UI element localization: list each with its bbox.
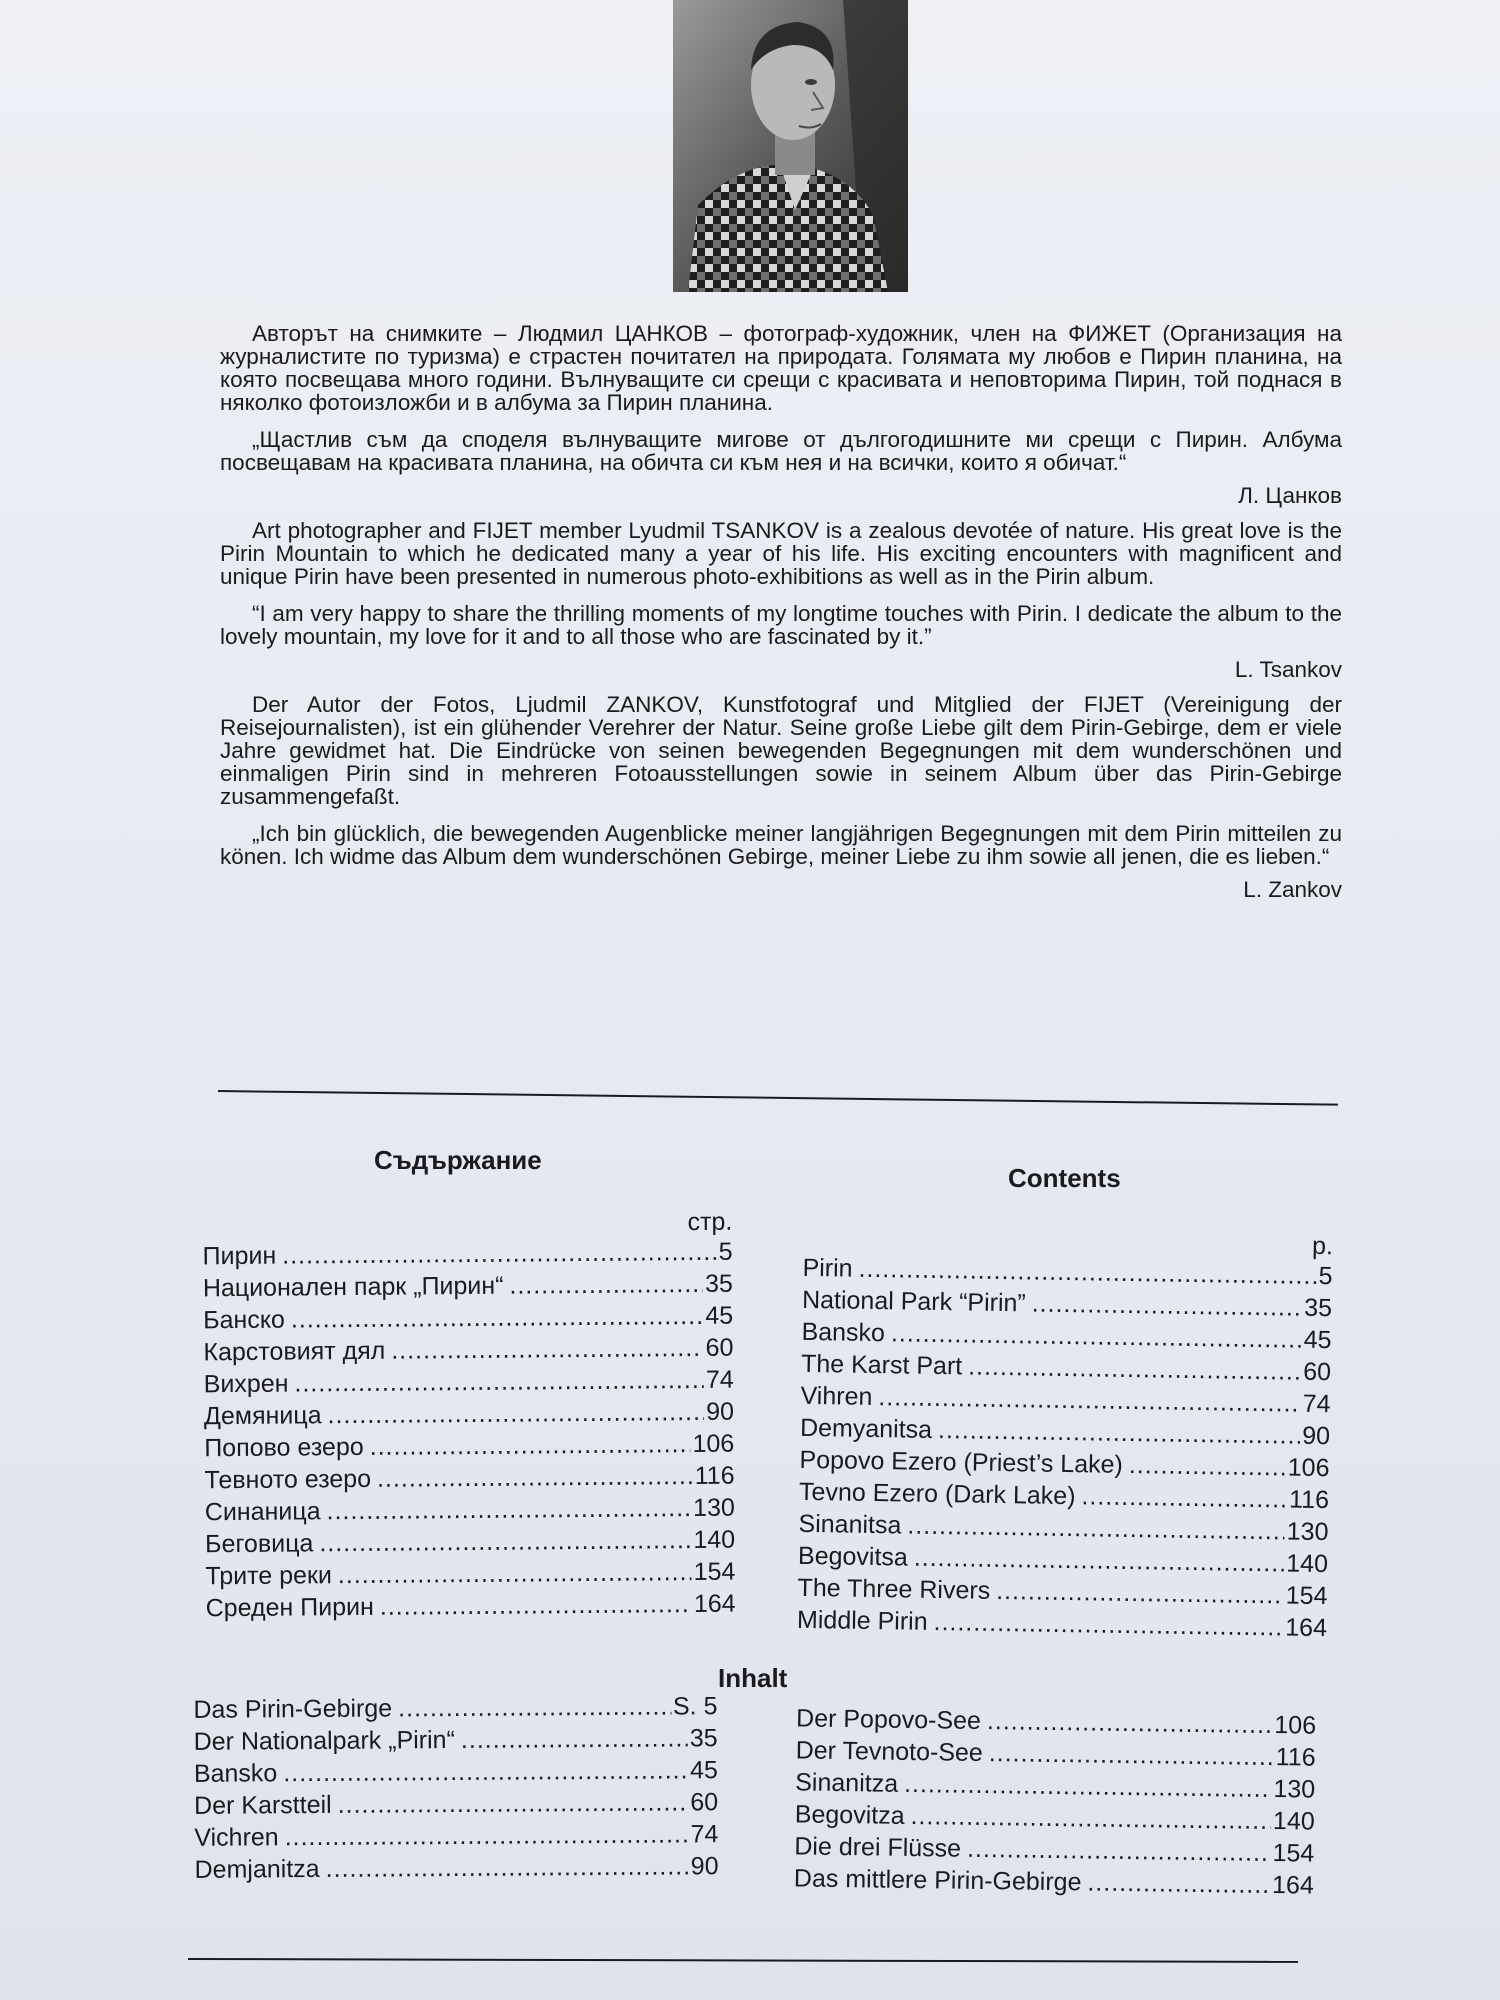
toc-de-label: Sinanitza <box>795 1768 899 1798</box>
toc-bg-leader-dots <box>282 1236 717 1272</box>
toc-bg-row <box>204 1428 734 1465</box>
toc-bg-leader-dots <box>326 1492 691 1527</box>
toc-de-leader-dots <box>461 1722 688 1756</box>
toc-en-leader-dots <box>1031 1287 1302 1323</box>
toc-bg-label: Синаница <box>204 1497 321 1527</box>
toc-en-leader-dots <box>996 1575 1284 1612</box>
toc-bg-page-number: 154 <box>693 1557 736 1587</box>
toc-bg-page-number: 60 <box>705 1333 734 1362</box>
portrait-photo <box>673 0 908 292</box>
toc-en-page-number: 164 <box>1285 1613 1328 1643</box>
toc-de-row <box>194 1850 718 1886</box>
toc-bg-label: Среден Пирин <box>205 1592 374 1623</box>
bio-bg-signature: Л. Цанков <box>1238 483 1342 508</box>
toc-en-label: Tevno Ezero (Dark Lake) <box>798 1477 1076 1511</box>
toc-bg-label: Тевното езеро <box>204 1464 372 1495</box>
toc-de-leader-dots <box>283 1754 688 1789</box>
toc-en-title: Contents <box>1008 1163 1121 1193</box>
divider-bottom <box>188 1958 1298 1963</box>
toc-de-leader-dots <box>285 1818 689 1853</box>
toc-de-page-number: S. 5 <box>672 1692 718 1721</box>
toc-en-label: The Karst Part <box>800 1349 963 1381</box>
toc-en-page-number: 140 <box>1286 1549 1329 1579</box>
toc-bg-label: Карстовият дял <box>203 1336 386 1367</box>
toc-de-label: Der Tevnoto-See <box>795 1736 984 1767</box>
toc-bg-leader-dots <box>294 1364 704 1400</box>
bio-en-paragraph: Art photographer and FIJET member Lyudmil TSANKOV is a zealous devotée of nature. His great love is the Pirin Mountain to which he dedicated many a year of his life. His exciting encounters with magnificent and unique Pirin have been presented in numerous photo-exhibitions as well as in the Pirin album. <box>220 518 1342 589</box>
bio-en-signature: L. Tsankov <box>1234 657 1342 682</box>
toc-de-leader-dots <box>910 1800 1271 1837</box>
toc-de-leader-dots <box>1087 1866 1270 1901</box>
toc-bg-label: Вихрен <box>203 1369 289 1399</box>
toc-de-right-list <box>794 1702 1317 1901</box>
toc-bg-label: Трите реки <box>205 1561 332 1591</box>
toc-en-page-number: 116 <box>1288 1485 1330 1515</box>
toc-bg-page-number: 35 <box>704 1269 733 1298</box>
toc-de-page-number: 154 <box>1272 1839 1315 1868</box>
toc-de-right <box>794 1702 1317 1901</box>
toc-de-row <box>194 1818 718 1854</box>
toc-de-label: Das Pirin-Gebirge <box>193 1694 393 1724</box>
toc-en-page-number: 130 <box>1286 1517 1329 1547</box>
toc-de-leader-dots <box>989 1737 1274 1773</box>
bio-de-paragraph: Der Autor der Fotos, Ljudmil ZANKOV, Kunstfotograf und Mitglied der FIJET (Vereinigung der Reisejournalisten), ist ein glühender Verehrer der Natur. Seine große Liebe gilt dem Pirin-Gebirge, dem er viele Jahre gewidmet hat. Die Eindrücke von seinen bewegenden Begegnungen mit dem wunderschönen und einmaligen Pirin sind in mehreren Fotoausstellungen sowie in seinem Album über das Pirin-Gebirge zusammengefaßt. <box>220 692 1342 809</box>
toc-de-label: Vichren <box>194 1823 279 1852</box>
toc-bg-page-number: 74 <box>705 1365 734 1394</box>
toc-bg-row <box>203 1332 733 1369</box>
toc-bg-page-number: 164 <box>693 1589 736 1619</box>
toc-de-left <box>193 1690 718 1886</box>
bio-de-quote: „Ich bin glücklich, die bewegenden Augenblicke meiner langjährigen Begegnungen mit dem Pirin mitteilen zu könen. Ich widme das Album dem wunderschönen Gebirge, meiner Liebe zu ihm sowie all jenen, die es lieben.“ <box>220 821 1342 869</box>
toc-de-page-number: 116 <box>1275 1743 1316 1772</box>
toc-en-page-number: 5 <box>1318 1261 1333 1291</box>
toc-en-label: Begovitsa <box>797 1541 909 1572</box>
toc-bg-list <box>202 1236 735 1625</box>
toc-en-page-number: 35 <box>1303 1293 1333 1323</box>
toc-bg-row <box>205 1556 735 1593</box>
bio-de-signature: L. Zankov <box>1243 877 1342 902</box>
toc-de-row <box>193 1690 717 1726</box>
author-portrait <box>673 0 908 292</box>
toc-en-label: The Three Rivers <box>797 1573 991 1605</box>
toc-en-page-number: 154 <box>1285 1581 1328 1611</box>
toc-en <box>797 1224 1333 1644</box>
toc-bg-page-number: 106 <box>692 1429 735 1459</box>
toc-bg-page-number: 116 <box>694 1461 735 1491</box>
toc-bg-label: Пирин <box>202 1241 277 1271</box>
toc-en-label: Vihren <box>800 1381 873 1411</box>
toc-en-page-number: 106 <box>1287 1453 1330 1483</box>
toc-de-page-number: 60 <box>690 1788 719 1817</box>
toc-en-leader-dots <box>1081 1480 1287 1515</box>
toc-en-leader-dots <box>933 1606 1283 1643</box>
toc-bg-row <box>202 1236 732 1273</box>
toc-de-leader-dots <box>967 1833 1271 1869</box>
bio-bg-quote: „Щастлив съм да споделя вълнуващите мигове от дългогодишните ми срещи с Пирин. Албума посвещавам на красивата планина, на обичта си към нея и на всички, които я обичат.“ <box>220 427 1342 475</box>
toc-bg-row <box>204 1460 734 1497</box>
toc-de-label: Die drei Flüsse <box>794 1832 962 1863</box>
toc-de-leader-dots <box>326 1850 689 1885</box>
toc-bg-title: Съдържание <box>374 1145 542 1175</box>
toc-bg-label: Демяница <box>203 1401 322 1431</box>
toc-de-label: Demjanitza <box>194 1854 320 1884</box>
toc-de-page-number: 74 <box>690 1820 719 1849</box>
toc-bg-page-number: 45 <box>705 1301 734 1330</box>
toc-de-page-number: 140 <box>1272 1807 1315 1836</box>
toc-de-page-number: 106 <box>1274 1711 1317 1740</box>
toc-de-row <box>194 1786 718 1822</box>
toc-en-label: Popovo Ezero (Priest’s Lake) <box>799 1445 1124 1479</box>
toc-bg-row <box>205 1492 735 1529</box>
toc-bg-page-header: стр. <box>687 1207 733 1237</box>
author-biography <box>220 322 1342 913</box>
toc-de-page-number: 35 <box>689 1724 718 1753</box>
toc-de-left-list <box>193 1690 718 1886</box>
toc-de-leader-dots <box>398 1690 671 1724</box>
toc-de-page-number: 130 <box>1273 1775 1316 1804</box>
toc-de-leader-dots <box>338 1786 689 1820</box>
toc-bg-page-number: 130 <box>692 1493 735 1523</box>
toc-en-leader-dots <box>1129 1449 1286 1483</box>
toc-bg-label: Беговица <box>204 1529 314 1559</box>
toc-bg-row <box>206 1588 736 1625</box>
toc-bg-label: Национален парк „Пирин“ <box>202 1271 504 1303</box>
toc-de-row <box>194 1722 718 1758</box>
toc-en-label: Sinanitsa <box>798 1509 902 1540</box>
bio-en-quote: “I am very happy to share the thrilling moments of my longtime touches with Pirin. I dedicate the album to the lovely mountain, my love for it and to all those who are fascinated by it.” <box>220 601 1342 649</box>
toc-en-label: Bansko <box>801 1317 886 1348</box>
divider-top <box>218 1090 1338 1106</box>
toc-bg-leader-dots <box>380 1588 692 1623</box>
toc-en-page-header: p. <box>1311 1231 1334 1261</box>
toc-de-label: Der Popovo-See <box>795 1704 982 1735</box>
toc-en-label: Demyanitsa <box>799 1413 933 1444</box>
toc-bg <box>202 1208 736 1625</box>
toc-bg-page-number: 140 <box>693 1525 736 1555</box>
toc-de-page-number: 45 <box>689 1756 718 1785</box>
toc-en-page-number: 90 <box>1301 1421 1331 1451</box>
toc-de-title: Inhalt <box>718 1663 788 1693</box>
toc-bg-leader-dots <box>319 1524 691 1559</box>
toc-bg-leader-dots <box>370 1428 691 1463</box>
toc-en-page-number: 60 <box>1302 1357 1332 1387</box>
toc-en-label: Pirin <box>802 1253 853 1283</box>
toc-bg-row <box>203 1268 733 1305</box>
toc-en-label: National Park “Pirin” <box>801 1285 1026 1318</box>
toc-en-list <box>797 1252 1333 1644</box>
toc-de-label: Das mittlere Pirin-Gebirge <box>793 1864 1082 1897</box>
toc-de-page-number: 164 <box>1271 1871 1315 1900</box>
toc-de-row <box>194 1754 718 1790</box>
bio-bg-paragraph: Авторът на снимките – Людмил ЦАНКОВ – фотограф-художник, член на ФИЖЕТ (Организация на журналистите по туризма) е страстен почитател на природата. Голямата му любов е Пирин планина, на която посвещава много години. Вълнуващите си срещи с красивата и неповторима Пирин, той поднася в няколко фотоизложби и в албума за Пирин планина. <box>220 321 1342 415</box>
toc-de-page-number: 90 <box>690 1852 719 1881</box>
toc-bg-page-number: 90 <box>706 1397 735 1426</box>
toc-bg-label: Попово езеро <box>204 1432 364 1463</box>
toc-bg-leader-dots <box>338 1556 692 1591</box>
toc-de-row <box>794 1862 1314 1901</box>
toc-de-label: Bansko <box>193 1759 278 1788</box>
toc-bg-leader-dots <box>327 1396 704 1431</box>
toc-bg-row <box>203 1300 733 1337</box>
toc-de-label: Der Nationalpark „Pirin“ <box>193 1726 455 1756</box>
toc-bg-row <box>204 1364 734 1401</box>
toc-de-leader-dots <box>987 1705 1273 1741</box>
toc-en-page-number: 45 <box>1303 1325 1332 1355</box>
toc-bg-row <box>205 1524 735 1561</box>
toc-bg-leader-dots <box>291 1300 704 1336</box>
toc-en-leader-dots <box>968 1350 1301 1387</box>
toc-de-label: Begovitza <box>794 1800 905 1830</box>
toc-bg-leader-dots <box>391 1332 704 1367</box>
toc-bg-label: Банско <box>203 1305 286 1335</box>
toc-bg-row <box>204 1396 734 1433</box>
toc-de-leader-dots <box>904 1768 1272 1805</box>
toc-bg-leader-dots <box>509 1268 703 1302</box>
toc-en-label: Middle Pirin <box>796 1605 928 1636</box>
toc-en-page-number: 74 <box>1302 1389 1331 1419</box>
toc-bg-leader-dots <box>377 1460 693 1495</box>
toc-bg-page-number: 5 <box>718 1237 733 1266</box>
toc-de-label: Der Karstteil <box>194 1790 332 1820</box>
